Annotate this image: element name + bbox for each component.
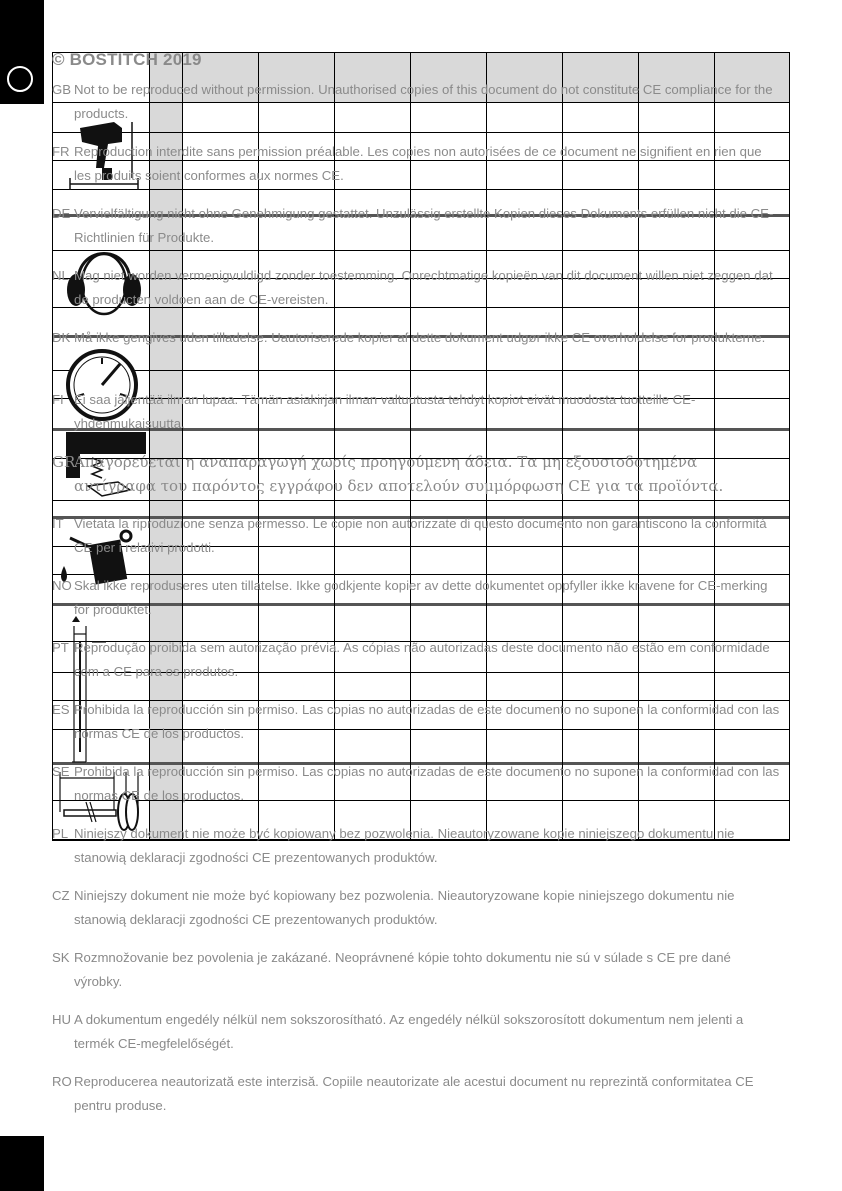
notice-text: Prohibida la reproducción sin permiso. Las copias no autorizadas de este documento no suponen la conformidad con las normas CE de los productos. (74, 764, 780, 803)
notice-text: Niniejszy dokument nie może być kopiowany bez pozwolenia. Nieautoryzowane kopie niniejszego dokumentu nie stanowią deklaracji zgodności CE prezentowanych produktów. (74, 888, 735, 927)
notice-dk (52, 326, 782, 388)
page-tab-top (0, 0, 44, 104)
language-code: FR (52, 144, 70, 159)
language-code: NL (52, 268, 69, 283)
notice-hu (52, 1008, 782, 1070)
notice-it (52, 512, 782, 574)
notice-de (52, 202, 782, 264)
notice-text: Reprodução proibida sem autorização prévia. As cópias não autorizadas deste documento não estão em conformidade com a CE para os produtos. (74, 640, 770, 679)
language-code: FI (52, 392, 64, 407)
language-code: SE (52, 764, 70, 779)
language-code: RO (52, 1074, 72, 1089)
language-code: IT (52, 516, 64, 531)
notice-list (52, 78, 782, 1132)
notice-nl (52, 264, 782, 326)
notice-gb (52, 78, 782, 140)
language-code: HU (52, 1012, 72, 1027)
notice-text: Prohibida la reproducción sin permiso. Las copias no autorizadas de este documento no suponen la conformidad con las normas CE de los productos. (74, 702, 780, 741)
notice-gr (52, 450, 782, 512)
language-code: DE (52, 206, 71, 221)
notice-text: Mag niet worden vermenigvuldigd zonder toestemming. Onrechtmatige kopieën van dit document willen niet zeggen dat de producten voldoen aan de CE-vereisten. (74, 268, 773, 307)
page-tab-bottom (0, 1136, 44, 1191)
notice-ro (52, 1070, 782, 1132)
notice-text: Vietata la riproduzione senza permesso. Le copie non autorizzate di questo documento non garantiscono la conformità CE per i relativi prodotti. (74, 516, 767, 555)
language-code: NO (52, 578, 72, 593)
notice-pt (52, 636, 782, 698)
copyright-heading: © BOSTITCH 2019 (52, 50, 202, 69)
notice-text: Niniejszy dokument nie może być kopiowany bez pozwolenia. Nieautoryzowane kopie niniejszego dokumentu nie stanowią deklaracji zgodności CE prezentowanych produktów. (74, 826, 735, 865)
language-code: PL (52, 826, 69, 841)
language-code: GB (52, 82, 72, 97)
language-code: DK (52, 330, 71, 345)
copyright-notices (52, 50, 782, 1132)
notice-text: Ei saa jäljentää ilman lupaa. Tämän asiakirjan ilman valtuutusta tehdyt kopiot eivät muodosta tuotteille CE-yhdenmukaisuutta. (74, 392, 696, 431)
notice-text: Må ikke gengives uden tilladelse. Uautoriserede kopier af dette dokument udgør ikke CE overholdelse for produkterne. (74, 330, 766, 345)
language-code: ES (52, 702, 70, 717)
notice-text: Not to be reproduced without permission. Unauthorised copies of this document do not constitute CE compliance for the products. (74, 82, 773, 121)
notice-text: Skal ikke reproduseres uten tillatelse. Ikke godkjente kopier av dette dokumentet oppfyller ikke kravene for CE-merking for produktet. (74, 578, 768, 617)
notice-no (52, 574, 782, 636)
notice-text: A dokumentum engedély nélkül nem sokszorosítható. Az engedély nélkül sokszorosított dokumentum nem jelenti a termék CE-megfelelőségét. (74, 1012, 744, 1051)
language-circle-icon (7, 66, 33, 92)
language-code: SK (52, 950, 70, 965)
notice-se (52, 760, 782, 822)
notice-pl (52, 822, 782, 884)
notice-text: Vervielfältigung nicht ohne Genehmigung gestattet. Unzulässig erstellte Kopien dieses Dokuments erfüllen nicht die CE-Richtlinien für Produkte. (74, 206, 774, 245)
notice-text: Reproduction interdite sans permission préalable. Les copies non autorisées de ce document ne signifient en rien que les produits soient conformes aux normes CE. (74, 144, 762, 183)
notice-fi (52, 388, 782, 450)
notice-sk (52, 946, 782, 1008)
language-code: PT (52, 640, 69, 655)
notice-text: Rozmnožovanie bez povolenia je zakázané. Neoprávnené kópie tohto dokumentu nie sú v súlade s CE pre dané výrobky. (74, 950, 731, 989)
notice-fr (52, 140, 782, 202)
notice-text: Reproducerea neautorizată este interzisă. Copiile neautorizate ale acestui document nu reprezintă conformitatea CE pentru produse. (74, 1074, 754, 1113)
notice-cz (52, 884, 782, 946)
notice-text: Απαγορεύεται η αναπαραγωγή χωρίς προηγούμενη άδεια. Τα μη εξουσιοδοτημένα αντίγραφα του παρόντος εγγράφου δεν αποτελούν συμμόρφωση CE για τα προϊόντα. (74, 453, 724, 495)
language-code: CZ (52, 888, 70, 903)
notice-es (52, 698, 782, 760)
language-code: GR (52, 453, 76, 471)
